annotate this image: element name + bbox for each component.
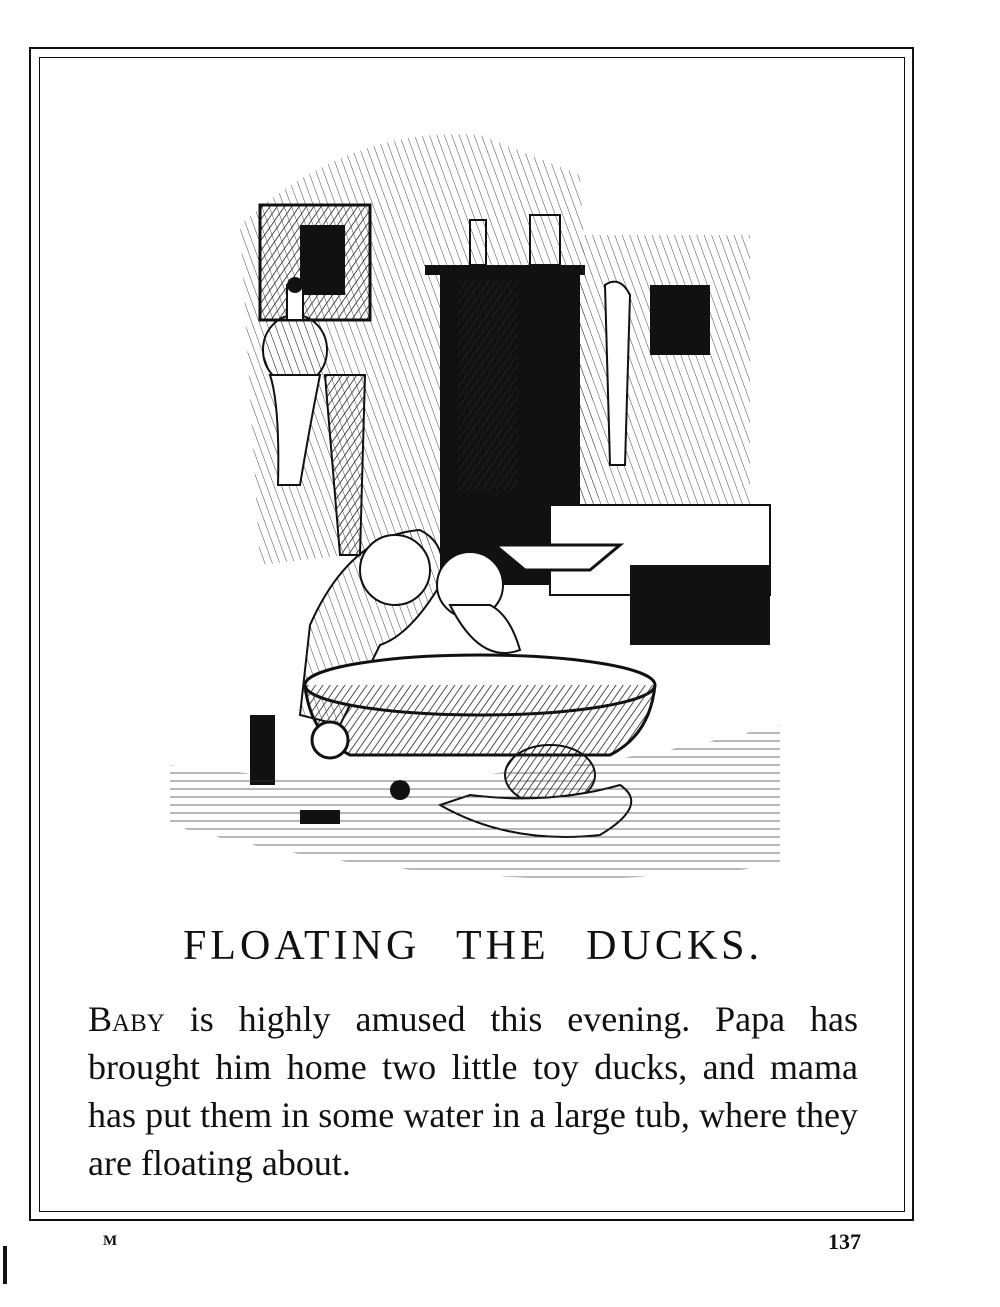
page-number: 137 xyxy=(828,1229,861,1254)
body-paragraph xyxy=(88,995,858,1187)
engraving-illustration xyxy=(150,105,790,895)
page-title: FLOATING THE DUCKS. xyxy=(182,923,764,969)
signature-mark: M xyxy=(103,1233,118,1249)
body-text: is highly amused this evening. Papa has brought him home two little toy ducks, and mama has put them in some water in a large tub, where they are floating about. xyxy=(88,999,858,1183)
lead-word: Baby xyxy=(88,999,165,1039)
binding-mark xyxy=(3,1246,7,1284)
